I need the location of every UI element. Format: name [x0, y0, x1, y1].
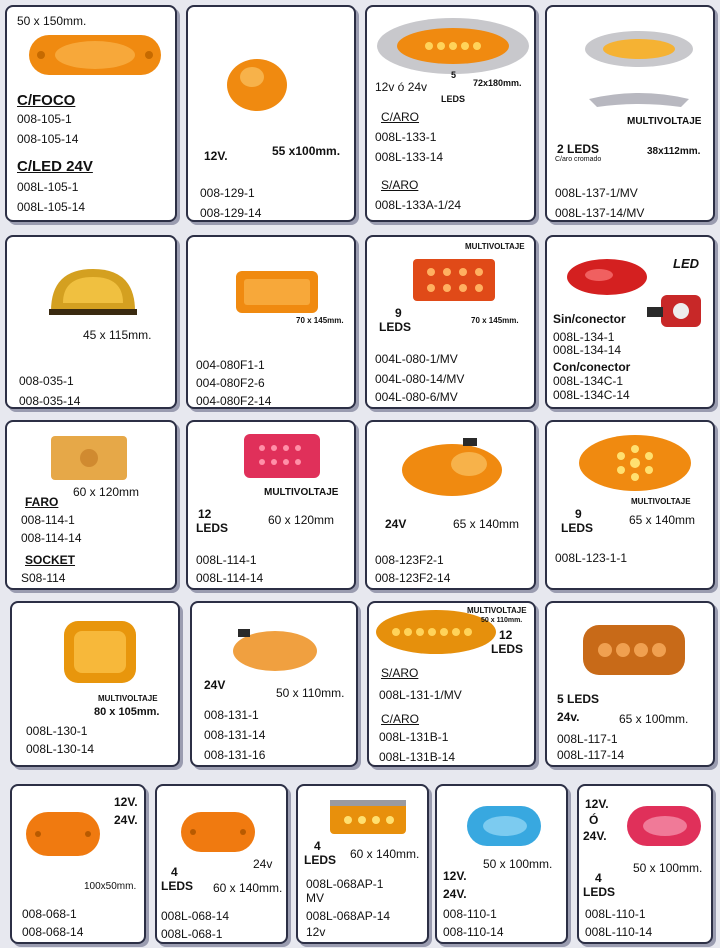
part-number: 004-080F2-6	[196, 376, 265, 390]
part-number: 008L-068AP-1	[306, 877, 384, 891]
product-card-12[interactable]	[545, 420, 715, 590]
part-number: MV	[306, 891, 324, 905]
size-label: 50 x 110mm.	[276, 686, 345, 700]
size-label: 45 x 115mm.	[83, 328, 152, 342]
size-label: 70 x 145mm.	[296, 316, 344, 325]
part-number: 008L-117-1	[557, 732, 618, 746]
part-number: 008L-110-1	[585, 907, 646, 921]
size-label: 60 x 120mm	[73, 485, 140, 499]
lamp-image-rect-amber	[47, 432, 131, 486]
part-number: 008-114-1	[21, 513, 75, 527]
product-card-20[interactable]	[435, 784, 568, 944]
lamp-image-oval-pink	[623, 800, 705, 852]
led-label: LEDS	[441, 94, 466, 104]
part-number: 008L-131B-14	[379, 750, 456, 764]
lamp-image-led-rect-red	[240, 430, 324, 484]
size-label: 100x50mm.	[84, 881, 137, 892]
part-number: 008L-134C-1	[553, 374, 624, 388]
group-heading: FARO	[25, 495, 59, 509]
part-number: 008L-110-14	[585, 925, 653, 939]
led-count: 5	[451, 70, 457, 80]
lamp-image-oval-amber	[177, 806, 259, 858]
group-heading: Sin/conector	[553, 312, 626, 326]
lamp-image-oval-amber	[222, 47, 292, 117]
part-number: 004L-080-14/MV	[375, 372, 465, 386]
size-label: 50 x 150mm.	[17, 14, 87, 28]
voltage-label: 12v ó 24v	[375, 80, 428, 94]
size-label: 70 x 145mm.	[471, 316, 519, 325]
voltage-label: Ó	[589, 813, 599, 827]
led-count: 4	[171, 865, 178, 879]
lamp-image-oval-amber	[25, 29, 165, 81]
product-card-9[interactable]	[5, 420, 177, 590]
group-heading: C/LED 24V	[17, 158, 93, 175]
voltage-label: MULTIVOLTAJE	[264, 487, 339, 498]
lamp-image-led-rect-amber	[579, 621, 689, 679]
part-number: 008-131-16	[204, 748, 266, 762]
size-label: 60 x 140mm.	[213, 881, 283, 895]
lamp-image-oval-blue	[463, 800, 545, 852]
voltage-label: 24V.	[114, 813, 138, 827]
voltage-label: MULTIVOLTAJE	[631, 497, 691, 506]
product-card-19[interactable]	[296, 784, 429, 944]
part-number: 008L-105-14	[17, 200, 86, 214]
part-number: 008L-134C-14	[553, 388, 630, 402]
led-count: 12	[499, 628, 513, 642]
size-label: 72x180mm.	[473, 78, 522, 88]
product-card-11[interactable]	[365, 420, 536, 590]
led-label: LEDS	[196, 521, 229, 535]
size-label: 50 x 110mm.	[481, 617, 523, 624]
size-label: 80 x 105mm.	[94, 706, 160, 718]
voltage-label: 12V.	[443, 869, 467, 883]
part-number: 008L-068-14	[161, 909, 230, 923]
lamp-image-dome-amber	[45, 259, 141, 321]
lamp-image-rect-amber	[232, 265, 322, 319]
led-label: LEDS	[379, 320, 412, 334]
voltage-label: 24v	[253, 857, 273, 871]
part-number: 008L-131B-1	[379, 730, 449, 744]
size-label: 65 x 100mm.	[619, 712, 689, 726]
part-number: 008L-133A-1/24	[375, 198, 462, 212]
product-card-8[interactable]	[545, 235, 715, 409]
led-count: 4	[595, 871, 602, 885]
group-heading: C/ARO	[381, 110, 420, 124]
led-label: LED	[673, 256, 699, 271]
part-number: 008L-134-14	[553, 343, 622, 357]
voltage-label: MULTIVOLTAJE	[98, 694, 158, 703]
group-heading: C/ARO	[381, 712, 420, 726]
group-heading: SOCKET	[25, 553, 76, 567]
led-label: LEDS	[161, 879, 194, 893]
product-card-17[interactable]	[10, 784, 146, 944]
size-label: 50 x 100mm.	[633, 861, 703, 875]
size-label: 38x112mm.	[647, 146, 701, 157]
lamp-image-led-oval-chrome	[375, 15, 531, 77]
part-number: 008L-137-1/MV	[555, 186, 638, 200]
part-number: 008-131-1	[204, 708, 259, 722]
product-card-4[interactable]	[545, 5, 715, 222]
led-label: 2 LEDS	[557, 142, 600, 156]
voltage-label: 12V.	[114, 795, 138, 809]
part-number: 008L-114-14	[196, 571, 264, 585]
led-label: LEDS	[304, 853, 337, 867]
voltage-label: 12V.	[204, 149, 228, 163]
product-card-3[interactable]	[365, 5, 536, 222]
lamp-image-led-oval-chrome	[583, 27, 695, 117]
part-number: 008L-068-1	[161, 927, 223, 941]
part-number: 008-129-14	[200, 206, 262, 220]
voltage-label: 24V.	[583, 829, 607, 843]
part-number: 008L-133-1	[375, 130, 437, 144]
part-number: 008-068-1	[22, 907, 77, 921]
part-number: 008-035-14	[19, 394, 81, 408]
part-number: 008-105-14	[17, 132, 79, 146]
voltage-label: MULTIVOLTAJE	[465, 242, 525, 251]
part-number: 008-035-1	[19, 374, 74, 388]
part-number: 008-123F2-14	[375, 571, 451, 585]
part-number: 008L-133-14	[375, 150, 444, 164]
led-count: 4	[314, 839, 321, 853]
part-number: 008-110-14	[443, 925, 504, 939]
led-label: LEDS	[583, 885, 616, 899]
part-number: 008L-130-14	[26, 742, 95, 756]
voltage-label: MULTIVOLTAJE	[627, 116, 702, 127]
led-count: 9	[575, 507, 582, 521]
group-heading: S/ARO	[381, 666, 419, 680]
product-card-10[interactable]	[186, 420, 356, 590]
led-count: 9	[395, 306, 402, 320]
part-number: 004-080F1-1	[196, 358, 265, 372]
led-label: LEDS	[561, 521, 594, 535]
lamp-image-rect-amber	[60, 617, 140, 689]
product-card-6[interactable]	[186, 235, 356, 409]
product-card-1[interactable]	[5, 5, 177, 222]
size-label: 55 x100mm.	[272, 144, 341, 158]
size-label: 50 x 100mm.	[483, 857, 553, 871]
part-number: 008-110-1	[443, 907, 497, 921]
part-number: 008-123F2-1	[375, 553, 444, 567]
part-number: 008L-131-1/MV	[379, 688, 462, 702]
product-card-21[interactable]	[577, 784, 713, 944]
product-card-13[interactable]	[10, 601, 180, 767]
product-card-14[interactable]	[190, 601, 358, 767]
led-label: LEDS	[491, 642, 524, 656]
part-number: 008L-117-14	[557, 748, 625, 762]
ring-note: C/aro cromado	[555, 156, 602, 163]
led-count: 12	[198, 507, 212, 521]
part-number: 008-068-14	[22, 925, 84, 939]
part-number: 008-105-1	[17, 112, 72, 126]
product-card-16[interactable]	[545, 601, 715, 767]
voltage-label: 24V.	[443, 887, 467, 901]
voltage-label: MULTIVOLTAJE	[467, 606, 527, 615]
product-card-2[interactable]	[186, 5, 356, 222]
part-number: 12v	[306, 925, 326, 939]
part-number: S08-114	[21, 571, 66, 585]
product-card-18[interactable]	[155, 784, 288, 944]
lamp-image-oval-amber	[397, 434, 507, 504]
size-label: 60 x 140mm.	[350, 847, 420, 861]
group-heading: Con/conector	[553, 360, 631, 374]
lamp-image-led-rect-amber	[326, 796, 410, 842]
voltage-label: 24v.	[557, 710, 580, 724]
part-number: 008-131-14	[204, 728, 266, 742]
size-label: 65 x 140mm	[629, 513, 696, 527]
part-number: 004L-080-6/MV	[375, 390, 458, 404]
lamp-image-led-oval-amber	[575, 430, 695, 496]
group-heading: S/ARO	[381, 178, 419, 192]
size-label: 60 x 120mm	[268, 513, 335, 527]
voltage-label: 12V.	[585, 797, 609, 811]
part-number: 008L-130-1	[26, 724, 88, 738]
part-number: 008L-137-14/MV	[555, 206, 645, 220]
product-card-5[interactable]	[5, 235, 177, 409]
lamp-image-led-rect-red	[409, 255, 499, 305]
product-card-7[interactable]	[365, 235, 536, 409]
voltage-label: 24V	[204, 678, 226, 692]
part-number: 008-114-14	[21, 531, 82, 545]
part-number: 008L-105-1	[17, 180, 79, 194]
voltage-label: 24V	[385, 517, 407, 531]
product-card-15[interactable]	[367, 601, 536, 767]
size-label: 65 x 140mm	[453, 517, 520, 531]
part-number: 004L-080-1/MV	[375, 352, 458, 366]
led-label: 5 LEDS	[557, 692, 600, 706]
part-number: 008L-068AP-14	[306, 909, 391, 923]
part-number: 008L-123-1-1	[555, 551, 628, 565]
part-number: 004-080F2-14	[196, 394, 272, 408]
part-number: 008-129-1	[200, 186, 255, 200]
group-heading: C/FOCO	[17, 92, 76, 109]
part-number: 008L-114-1	[196, 553, 257, 567]
lamp-image-oval-amber	[228, 623, 322, 677]
part-number: 008L-134-1	[553, 330, 615, 344]
lamp-image-oval-amber	[22, 806, 104, 862]
